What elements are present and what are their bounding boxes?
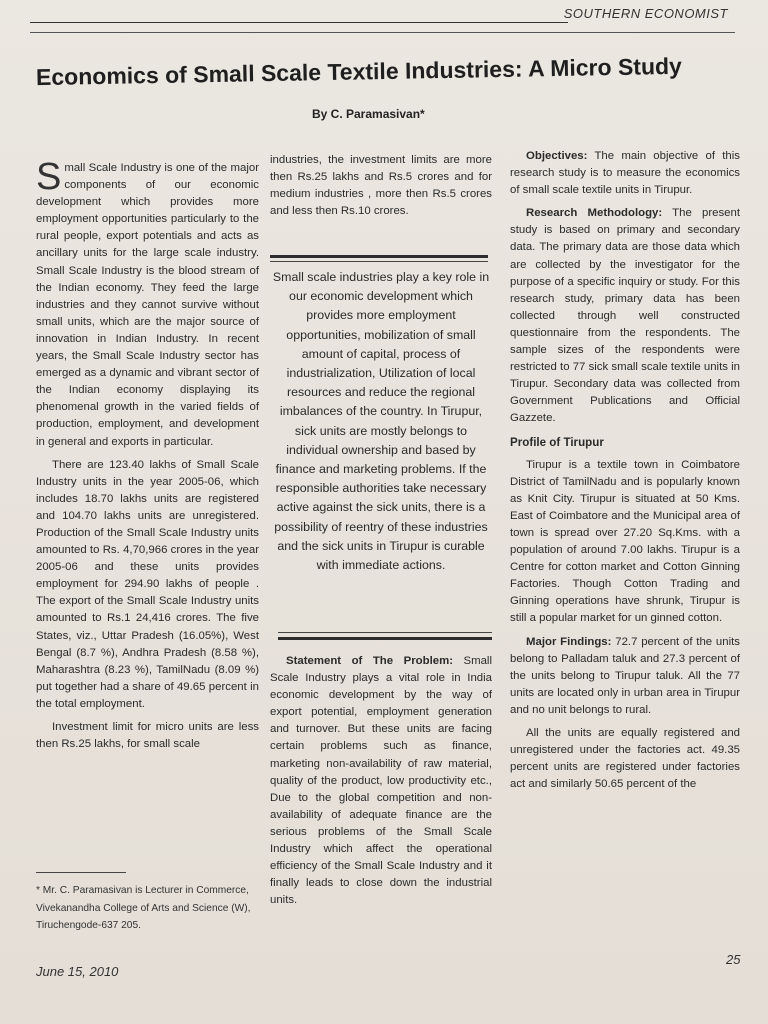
findings-paragraph <box>510 634 740 719</box>
objectives-text: The main objective of this research study is to measure the economics of small scale textile units in Tirupur. <box>510 150 740 197</box>
byline: By C. Paramasivan* <box>312 107 425 121</box>
pullquote-rule-bottom-thin <box>278 632 492 633</box>
investment-continued: industries, the investment limits are more then Rs.25 lakhs and Rs.5 crores and for medium industries , more then Rs.5 crores and less then Rs.10 crores. <box>270 154 492 218</box>
header-rule-lower <box>30 32 735 33</box>
problem-heading: Statement of The Problem: <box>286 655 453 667</box>
problem-text: Small Scale Industry plays a vital role in India economic development by the way of export potential, employment generation and turnover. But these units are facing certain problems such as finance, marketing non-availability of raw material, quality of the product, low productivity etc., Due to the global competition and non-availability of adequate finance are the serious problems of the Small Scale Industry which affect the operational efficiency of the Small Scale Industry and it finally leads to close down the industrial units. <box>270 655 492 907</box>
author-footnote: * Mr. C. Paramasivan is Lecturer in Commerce, Vivekanandha College of Arts and Science (W), Tiruchengode-637 205. <box>36 885 251 931</box>
column-2-bottom <box>270 653 492 915</box>
article-title: Economics of Small Scale Textile Industries: A Micro Study <box>35 52 683 91</box>
intro-paragraph <box>36 156 259 451</box>
journal-name: SOUTHERN ECONOMIST <box>563 6 728 21</box>
findings-text: 72.7 percent of the units belong to Palladam taluk and 27.3 percent of the units belong to Tirupur taluk. All the 77 units are located only in urban area in Tirupur and no unit belongs to rural. <box>510 635 740 716</box>
methodology-heading: Research Methodology: <box>526 207 663 220</box>
column-1 <box>36 156 259 759</box>
header-rule <box>30 22 568 23</box>
findings-heading: Major Findings: <box>526 635 612 648</box>
objectives-paragraph <box>510 148 740 199</box>
profile-heading: Profile of Tirupur <box>510 435 604 449</box>
methodology-paragraph <box>510 205 740 427</box>
stats-paragraph: There are 123.40 lakhs of Small Scale Industry units in the year 2005-06, which includes 18.70 lakhs units are registered and 104.70 lakhs units are unregistered. Production of the Small Scale Industry units amounted to Rs. 4,70,966 crores in the year 2005-06 and these units provides employment for 294.90 lakhs of people . The export of the Small Scale Industry units amounted to Rs.1 24,416 crores. The five States, viz., Uttar Pradesh (16.05%), West Bengal (8.7 %), Andhra Pradesh (8.58 %), Maharashtra (8.23 %), TamilNadu (8.09 %) put together had a share of 49.65 percent in the total employment. <box>36 458 259 710</box>
problem-paragraph <box>270 653 492 909</box>
pullquote-rule-top <box>270 255 488 258</box>
column-2-top <box>270 152 492 226</box>
pullquote-rule-top-thin <box>270 261 488 262</box>
profile-paragraph: Tirupur is a textile town in Coimbatore District of TamilNadu and is popularly known as Knit City. Tirupur is situated at 50 Kms. East of Coimbatore and the Municipal area of town is spread over 27.20 Sq.Kms. with a population of around 7.00 lakhs. Tirupur is a Centre for cotton market and Cotton Ginning Factories. Though Cotton Trading and Ginning operations have shrunk, Tirupur is still a popular market for un ginned cotton. <box>510 458 740 625</box>
pull-quote: Small scale industries play a key role in our economic development which provides more employment opportunities, mobilization of small amount of capital, process of industrialization, Utilization of local resources and reduce the regional imbalances of the country. In Tirupur, sick units are mostly belongs to individual ownership and based by finance and marketing problems. If the responsible authorities take necessary active against the sick units, there is a possibility of reentry of these industries and the sick units in Tirupur is curable with immediate actions. <box>272 270 490 573</box>
investment-paragraph: Investment limit for micro units are less then Rs.25 lakhs, for small scale <box>36 721 259 751</box>
page-number: 25 <box>726 952 741 967</box>
footnote-rule <box>36 872 126 873</box>
issue-date: June 15, 2010 <box>36 964 119 979</box>
objectives-heading: Objectives: <box>526 150 588 162</box>
registration-paragraph: All the units are equally registered and unregistered under the factories act. 49.35 percent units are registered under factories act and similarly 50.65 percent of the <box>510 727 740 791</box>
intro-text: mall Scale Industry is one of the major components of our economic development which provides more employment opportunities particularly to the rural people, export potentials and acts as ancillary units for the large scale industry. Small Scale Industry is the blood stream of the Indian economy. They feed the large industries and they cannot survive without small units, which are the major source of innovation in Indian Industry. In recent years, the Small Scale Industry sector has emerged as a dynamic and vibrant sector of the Indian economy displaying its phenomenal growth in the varied fields of production, employment, and development in general and exports in particular. <box>36 162 259 448</box>
pullquote-rule-bottom <box>278 637 492 640</box>
column-3 <box>510 148 740 799</box>
drop-cap: S <box>36 156 62 198</box>
methodology-text: The present study is based on primary and secondary data. The primary data are those data which are collected by the investigator for the purpose of a specific inquiry or study. For this research study, primary data has been collected through well constructed questionnaire from the respondents. The sample sizes of the respondents were restricted to 77 sick small scale textile units in Tirupur. Secondary data was collected from Government Publications and Official Gazzete. <box>510 207 740 425</box>
